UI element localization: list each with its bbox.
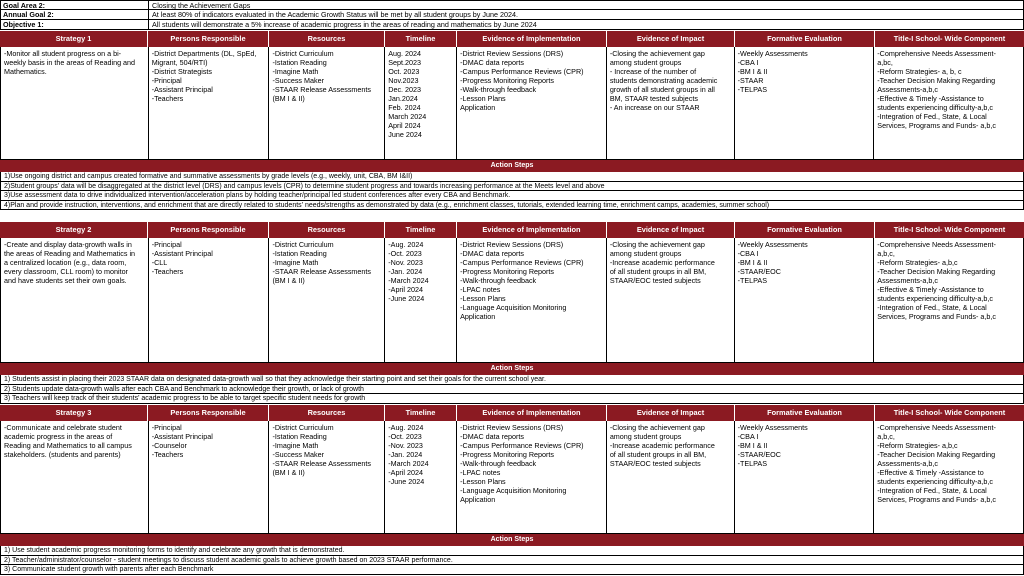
cell-line: -Campus Performance Reviews (CPR) <box>460 258 584 267</box>
cell-line: -Effective & Timely -Assistance to <box>877 94 984 103</box>
cell-line: -Increase academic performance <box>609 441 715 450</box>
action-steps-header: Action Steps <box>0 534 1024 546</box>
cell-line: -Principal <box>151 240 182 249</box>
cell-line: -Reform Strategies- a, b, c <box>877 67 962 76</box>
strategy-1-header-row <box>0 31 1024 47</box>
cell-line: -Oct. 2023 <box>388 432 422 441</box>
cell-line: Application <box>460 312 496 321</box>
cell-line: -Language Acquisition Monitoring <box>460 486 567 495</box>
cell-line: -Campus Performance Reviews (CPR) <box>460 441 584 450</box>
cell-line: STAAR/EOC tested subjects <box>609 276 701 285</box>
cell-line: Sept.2023 <box>388 58 422 67</box>
cell-line: -Progress Monitoring Reports <box>460 267 554 276</box>
cell-line: -DMAC data reports <box>460 432 525 441</box>
cell-line: -Jan. 2024 <box>388 450 423 459</box>
cell-line: of all student groups in all BM, <box>609 267 707 276</box>
goal-area-value: Closing the Achievement Gaps <box>152 1 251 9</box>
timeline-cell <box>385 238 457 362</box>
action-step: 1)Use ongoing district and campus created formative and summative assessments by grade levels (e.g., weekly, unit, CBA, BM I&II) <box>0 172 1024 182</box>
persons-header: Persons Responsible <box>148 31 269 47</box>
action-steps-list <box>0 172 1024 210</box>
cell-line: stakeholders. (students and parents) <box>4 450 121 459</box>
cell-line: -LPAC notes <box>460 468 501 477</box>
cell-line: a,b,c, <box>877 249 895 258</box>
annual-goal-label: Annual Goal 2: <box>1 10 149 19</box>
cell-line: -Nov. 2023 <box>388 441 423 450</box>
cell-line: and have students set their own goals. <box>4 276 127 285</box>
cell-line: every classroom, CLL room) to monitor <box>4 267 128 276</box>
cell-line: -Aug. 2024 <box>388 423 424 432</box>
cell-line: -Assistant Principal <box>151 249 213 258</box>
cell-line: -Campus Performance Reviews (CPR) <box>460 67 584 76</box>
evidence-implementation-header: Evidence of Implementation <box>457 31 607 47</box>
resources-header: Resources <box>269 222 385 238</box>
cell-line: BM, STAAR tested subjects <box>609 94 698 103</box>
cell-line: -TELPAS <box>737 85 767 94</box>
title1-component-header: Title-I School- Wide Component <box>893 34 1006 44</box>
cell-line: academic progress in the areas of <box>4 432 113 441</box>
cell-line: -BM I & II <box>737 67 768 76</box>
cell-line: -Progress Monitoring Reports <box>460 450 554 459</box>
cell-line: -Effective & Timely -Assistance to <box>877 285 984 294</box>
evidence-implementation-cell <box>457 421 607 533</box>
cell-line: -District Review Sessions (DRS) <box>460 49 564 58</box>
cell-line: Application <box>460 103 496 112</box>
cell-line: -Reform Strategies- a,b,c <box>877 258 958 267</box>
cell-line: -STAAR <box>737 76 764 85</box>
cell-line: Aug. 2024 <box>388 49 422 58</box>
cell-line: -Closing the achievement gap <box>609 49 705 58</box>
evidence-implementation-cell <box>457 238 607 362</box>
strategy-2-title: Strategy 2 <box>0 222 148 238</box>
cell-line: -April 2024 <box>388 285 424 294</box>
cell-line: (BM I & II) <box>272 468 305 477</box>
goal-row-objective <box>0 20 1024 30</box>
cell-line: Services, Programs and Funds- a,b,c <box>877 121 996 130</box>
cell-line: -District Curriculum <box>272 423 334 432</box>
title1-component-cell <box>874 47 1023 159</box>
strategy-description <box>1 421 149 533</box>
evidence-impact-cell <box>607 47 735 159</box>
cell-line: -Walk-through feedback <box>460 276 537 285</box>
cell-line: (BM I & II) <box>272 94 305 103</box>
action-step: 1) Students assist in placing their 2023 STAAR data on designated data-growth wall so that they acknowledge their starting point and set their goals for the current school year. <box>0 375 1024 385</box>
cell-line: -June 2024 <box>388 294 425 303</box>
cell-line: -Istation Reading <box>272 249 327 258</box>
cell-line: -Monitor all student progress on a bi- <box>4 49 122 58</box>
cell-line: -Effective & Timely -Assistance to <box>877 468 984 477</box>
cell-line: -Principal <box>151 76 182 85</box>
cell-line: -District Strategists <box>151 67 213 76</box>
action-step: 3) Teachers will keep track of their students' academic progress to be able to target specific student needs for growth <box>0 394 1024 404</box>
evidence-impact-header: Evidence of Impact <box>607 405 735 421</box>
cell-line: -Language Acquisition Monitoring <box>460 303 567 312</box>
cell-line: -CBA I <box>737 432 759 441</box>
formative-evaluation-cell <box>735 47 875 159</box>
action-step: 2) Teacher/administrator/counselor - student meetings to discuss student academic goals to achieve growth based on 2023 STAAR performance. <box>0 556 1024 566</box>
evidence-implementation-cell <box>457 47 607 159</box>
cell-line: among student groups <box>609 249 682 258</box>
strategy-3-title: Strategy 3 <box>0 405 148 421</box>
goal-area-label: Goal Area 2: <box>1 1 149 9</box>
cell-line: Jan.2024 <box>388 94 418 103</box>
cell-line: -District Review Sessions (DRS) <box>460 240 564 249</box>
cell-line: students demonstrating academic <box>609 76 718 85</box>
resources-cell <box>269 421 385 533</box>
cell-line: -Nov. 2023 <box>388 258 423 267</box>
cell-line: -TELPAS <box>737 459 767 468</box>
cell-line: Mathematics. <box>4 67 47 76</box>
evidence-implementation-header: Evidence of Implementation <box>457 405 607 421</box>
cell-line: Reading and Mathematics to all campus <box>4 441 132 450</box>
cell-line: -Assistant Principal <box>151 432 213 441</box>
cell-line: -Integration of Fed., State, & Local <box>877 112 987 121</box>
timeline-header: Timeline <box>385 31 457 47</box>
action-step: 2) Students update data-growth walls after each CBA and Benchmark to acknowledge their growth, or lack of growth <box>0 385 1024 395</box>
cell-line: -Weekly Assessments <box>737 49 808 58</box>
cell-line: -Reform Strategies- a,b,c <box>877 441 958 450</box>
cell-line: weekly basis in the areas of Reading and <box>4 58 136 67</box>
cell-line: -Counselor <box>151 441 187 450</box>
objective-label: Objective 1: <box>1 20 149 29</box>
cell-line: -STAAR Release Assessments <box>272 459 371 468</box>
title1-component-cell <box>874 421 1023 533</box>
cell-line: -Lesson Plans <box>460 477 506 486</box>
cell-line: students experiencing difficulty-a,b,c <box>877 294 994 303</box>
cell-line: -Communicate and celebrate student <box>4 423 122 432</box>
cell-line: -Integration of Fed., State, & Local <box>877 303 987 312</box>
cell-line: -Teacher Decision Making Regarding <box>877 267 996 276</box>
cell-line: April 2024 <box>388 121 421 130</box>
action-steps-list <box>0 546 1024 575</box>
evidence-impact-cell <box>607 421 735 533</box>
strategy-1-title: Strategy 1 <box>0 31 148 47</box>
goal-row-annual <box>0 10 1024 20</box>
cell-line: -Teachers <box>151 450 184 459</box>
cell-line: - An increase on our STAAR <box>609 103 700 112</box>
cell-line: among student groups <box>609 432 682 441</box>
action-step: 3) Communicate student growth with parents after each Benchmark <box>0 565 1024 575</box>
cell-line: -Teacher Decision Making Regarding <box>877 76 996 85</box>
cell-line: -Lesson Plans <box>460 294 506 303</box>
cell-line: -CLL <box>151 258 168 267</box>
cell-line: -STAAR Release Assessments <box>272 267 371 276</box>
persons-header: Persons Responsible <box>148 405 269 421</box>
strategy-2-section <box>0 222 1024 404</box>
cell-line: Dec. 2023 <box>388 85 422 94</box>
cell-line: -Teachers <box>151 267 184 276</box>
cell-line: -BM I & II <box>737 258 768 267</box>
title1-component-cell <box>874 238 1023 362</box>
cell-line: -Comprehensive Needs Assessment- <box>877 240 996 249</box>
cell-line: -District Departments (DL, SpEd, <box>151 49 257 58</box>
strategy-3-section <box>0 405 1024 575</box>
cell-line: -Lesson Plans <box>460 94 506 103</box>
cell-line: Services, Programs and Funds- a,b,c <box>877 312 996 321</box>
cell-line: -DMAC data reports <box>460 58 525 67</box>
cell-line: Feb. 2024 <box>388 103 421 112</box>
evidence-impact-header: Evidence of Impact <box>607 222 735 238</box>
resources-header: Resources <box>269 405 385 421</box>
cell-line: a,bc, <box>877 58 893 67</box>
cell-line: June 2024 <box>388 130 422 139</box>
action-step: 4)Plan and provide instruction, interventions, and enrichment that are directly related to students' needs/strengths as demonstrated by data (e.g., enrichment classes, tutorials, extended learning time, enrichment camps, academies, summer school) <box>0 201 1024 211</box>
persons-cell <box>149 238 270 362</box>
cell-line: Migrant, 504/RTI) <box>151 58 208 67</box>
cell-line: -April 2024 <box>388 468 424 477</box>
cell-line: -March 2024 <box>388 459 429 468</box>
cell-line: -March 2024 <box>388 276 429 285</box>
cell-line: -Comprehensive Needs Assessment- <box>877 423 996 432</box>
action-steps-list <box>0 375 1024 404</box>
strategy-1-section <box>0 31 1024 210</box>
cell-line: Application <box>460 495 496 504</box>
cell-line: -Aug. 2024 <box>388 240 424 249</box>
cell-line: -Imagine Math <box>272 67 319 76</box>
formative-evaluation-header: Formative Evaluation <box>735 31 875 47</box>
strategy-description <box>1 238 149 362</box>
cell-line: -Progress Monitoring Reports <box>460 76 554 85</box>
cell-line: of all student groups in all BM, <box>609 450 707 459</box>
cell-line: the areas of Reading and Mathematics in <box>4 249 136 258</box>
cell-line: -Teachers <box>151 94 184 103</box>
evidence-implementation-header: Evidence of Implementation <box>457 222 607 238</box>
persons-header: Persons Responsible <box>148 222 269 238</box>
formative-evaluation-cell <box>735 238 875 362</box>
cell-line: -Closing the achievement gap <box>609 240 705 249</box>
cell-line: Assessments-a,b,c <box>877 85 938 94</box>
cell-line: -Weekly Assessments <box>737 240 808 249</box>
resources-cell <box>269 238 385 362</box>
persons-cell <box>149 421 270 533</box>
cell-line: -Weekly Assessments <box>737 423 808 432</box>
cell-line: -Oct. 2023 <box>388 249 422 258</box>
cell-line: -Success Maker <box>272 450 324 459</box>
resources-header: Resources <box>269 31 385 47</box>
action-steps-header: Action Steps <box>0 160 1024 172</box>
cell-line: -Walk-through feedback <box>460 459 537 468</box>
cell-line: March 2024 <box>388 112 427 121</box>
cell-line: -District Curriculum <box>272 49 334 58</box>
cell-line: -Increase academic performance <box>609 258 715 267</box>
cell-line: a centralized location (e.g., data room, <box>4 258 127 267</box>
cell-line: Assessments-a,b,c <box>877 459 938 468</box>
cell-line: -BM I & II <box>737 441 768 450</box>
cell-line: a,b,c, <box>877 432 895 441</box>
action-step: 1) Use student academic progress monitoring forms to identify and celebrate any growth that is demonstrated. <box>0 546 1024 556</box>
annual-goal-value: At least 80% of indicators evaluated in the Academic Growth Status will be met by all student groups by June 2024. <box>152 10 518 19</box>
timeline-cell <box>385 421 457 533</box>
action-step: 3)Use assessment data to drive individualized intervention/acceleration plans by holding teacher/principal led student conferences after every CBA and Benchmark. <box>0 191 1024 201</box>
cell-line: -LPAC notes <box>460 285 501 294</box>
timeline-header: Timeline <box>385 405 457 421</box>
cell-line: -Imagine Math <box>272 441 319 450</box>
cell-line: -DMAC data reports <box>460 249 525 258</box>
timeline-header: Timeline <box>385 222 457 238</box>
cell-line: -TELPAS <box>737 276 767 285</box>
cell-line: -STAAR Release Assessments <box>272 85 371 94</box>
formative-evaluation-header: Formative Evaluation <box>735 222 875 238</box>
cell-line: -Assistant Principal <box>151 85 213 94</box>
cell-line: -STAAR/EOC <box>737 450 781 459</box>
cell-line: -District Review Sessions (DRS) <box>460 423 564 432</box>
cell-line: -STAAR/EOC <box>737 267 781 276</box>
cell-line: -CBA I <box>737 58 759 67</box>
action-steps-header: Action Steps <box>0 363 1024 375</box>
strategy-1-body <box>0 47 1024 160</box>
timeline-cell <box>385 47 457 159</box>
cell-line: students experiencing difficulty-a,b,c <box>877 477 994 486</box>
cell-line: -District Curriculum <box>272 240 334 249</box>
cell-line: Oct. 2023 <box>388 67 420 76</box>
cell-line: Services, Programs and Funds- a,b,c <box>877 495 996 504</box>
cell-line: -Walk-through feedback <box>460 85 537 94</box>
strategy-3-header-row <box>0 405 1024 421</box>
cell-line: -Closing the achievement gap <box>609 423 705 432</box>
action-step: 2)Student groups' data will be disaggregated at the district level (DRS) and campus levels (CPR) to determine student progress and towards increasing performance at the Meets level and above <box>0 182 1024 192</box>
persons-cell <box>149 47 270 159</box>
cell-line: -Comprehensive Needs Assessment- <box>877 49 996 58</box>
cell-line: STAAR/EOC tested subjects <box>609 459 701 468</box>
strategy-description <box>1 47 149 159</box>
cell-line: -Imagine Math <box>272 258 319 267</box>
cell-line: Assessments-a,b,c <box>877 276 938 285</box>
cell-line: -Principal <box>151 423 182 432</box>
objective-value: All students will demonstrate a 5% increase of academic progress in the areas of reading and mathematics by June 2024 <box>152 20 537 29</box>
cell-line: -Jan. 2024 <box>388 267 423 276</box>
title1-component-header: Title-I School- Wide Component <box>893 225 1006 235</box>
cell-line: Nov.2023 <box>388 76 419 85</box>
cell-line: -Istation Reading <box>272 432 327 441</box>
formative-evaluation-cell <box>735 421 875 533</box>
strategy-3-body <box>0 421 1024 534</box>
evidence-impact-header: Evidence of Impact <box>607 31 735 47</box>
cell-line: -Istation Reading <box>272 58 327 67</box>
cell-line: -CBA I <box>737 249 759 258</box>
cell-line: -June 2024 <box>388 477 425 486</box>
cell-line: -Teacher Decision Making Regarding <box>877 450 996 459</box>
title1-component-header: Title-I School- Wide Component <box>893 408 1006 418</box>
cell-line: (BM I & II) <box>272 276 305 285</box>
goal-row-area <box>0 0 1024 10</box>
cell-line: among student groups <box>609 58 682 67</box>
evidence-impact-cell <box>607 238 735 362</box>
cell-line: -Create and display data-growth walls in <box>4 240 132 249</box>
resources-cell <box>269 47 385 159</box>
cell-line: students experiencing difficulty-a,b,c <box>877 103 994 112</box>
strategy-2-body <box>0 238 1024 363</box>
cell-line: -Integration of Fed., State, & Local <box>877 486 987 495</box>
cell-line: - Increase of the number of <box>609 67 697 76</box>
goals-block <box>0 0 1024 30</box>
strategy-2-header-row <box>0 222 1024 238</box>
cell-line: -Success Maker <box>272 76 324 85</box>
cell-line: growth of all student groups in all <box>609 85 715 94</box>
formative-evaluation-header: Formative Evaluation <box>735 405 875 421</box>
